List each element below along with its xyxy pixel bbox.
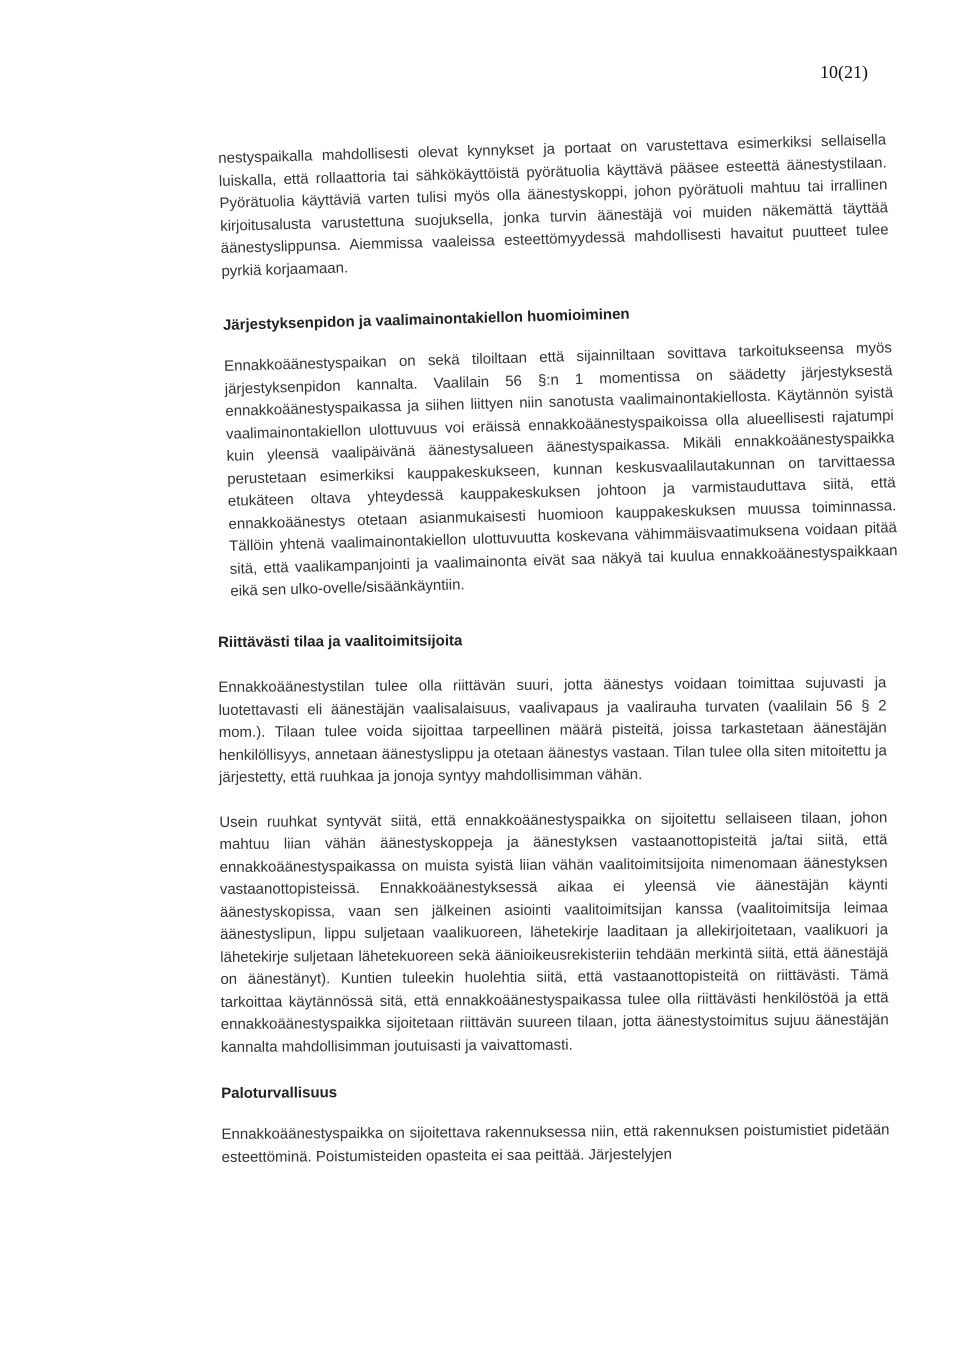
paragraph-order-and-campaign-ban: Ennakkoäänestyspaikan on sekä tiloiltaan että sijainniltaan sovittava tarkoitukseensa myös järjestyksenpidon kannalta. Vaalilain 56 §:n 1 momentissa on säädetty järjestyksestä ennakkoäänestyspaikassa ja siihen liittyen niin sanotusta vaalimainontakiellosta. Käytännön syistä vaalimainontakiellon ulottuvuus voi eräissä ennakkoäänestyspaikoissa olla alueellisesti rajatumpi kuin yleensä vaalipäivänä äänestysalueen äänestyspaikassa. Mikäli ennakkoäänestyspaikka perustetaan esimerkiksi kauppakeskukseen, kunnan keskusvaalilautakunnan on tarvittaessa etukäteen oltava yhteydessä kauppakeskuksen johtoon ja varmistauduttava siitä, että ennakkoäänestys otetaan asianmukaisesti huomioon kauppakeskuksen muussa toiminnassa. Tällöin yhtenä vaalimainontakiellon ulottuvuutta koskevana vähimmäisvaatimuksena voidaan pitää sitä, että vaalikampanjointi ja vaalimainonta eivät saa näkyä tai kuulua ennakkoäänestyspaikkaan eikä sen ulko-ovelle/sisäänkäyntiin. [223, 339, 898, 600]
heading-space-and-officials: Riittävästi tilaa ja vaalitoimitsijoita [218, 631, 463, 651]
upper-block [218, 129, 898, 603]
heading-order-and-campaign-ban: Järjestyksenpidon ja vaalimainontakiellon huomioiminen [222, 305, 630, 334]
paragraph-space-requirements: Ennakkoäänestystilan tulee olla riittävän suuri, jotta äänestys voidaan toimittaa sujuvasti ja luotettavasti eli äänestäjän vaalisalaisuus, vaalivapaus ja vaalirauha turvaten (vaalilain 56 § 2 mom.). Tilaan tulee voida sijoittaa tarpeellinen määrä pisteitä, joissa tarkastetaan äänestäjän henkilöllisyys, annetaan äänestyslippu ja otetaan äänestys vastaan. Tilan tulee olla siten mitoitettu ja järjestetty, että ruuhkaa ja jonoja syntyy mahdollisimman vähän. [218, 673, 887, 786]
document-body [218, 131, 898, 1169]
paragraph-queues: Usein ruuhkat syntyvät siitä, että ennakkoäänestyspaikka on sijoitettu sellaiseen tilaan, johon mahtuu liian vähän äänestyskoppeja ja äänestyksen vastaanottopisteitä ja/tai siitä, että ennakkoäänestyspaikassa on muista syistä liian vähän vaalitoimitsijoita nimenomaan äänestyksen vastaanottopisteissä. Ennakkoäänestyksessä aikaa ei yleensä vie äänestäjän käynti äänestyskopissa, vaan sen jälkeinen asiointi vaalitoimitsijan kanssa (vaalitoimitsija leimaa äänestyslipun, lippu suljetaan vaalikuoreen, lähetekirje laaditaan ja allekirjoitetaan, vaalikuori ja lähetekirje suljetaan lähetekuoreen sekä äänioikeusrekisteriin tehdään merkintä siitä, että äänestäjä on äänestänyt). Kuntien tuleekin huolehtia siitä, että vastaanottopisteitä on riittävästi. Tämä tarkoittaa käytännössä sitä, että ennakkoäänestyspaikassa tulee olla riittävästi henkilöstöä ja että ennakkoäänestyspaikka sijoitetaan riittävän suureen tilaan, jotta äänestystoimitus sujuu äänestäjän kannalta mahdollisimman joutuisasti ja vaivattomasti. [219, 808, 889, 1055]
page-number: 10(21) [820, 62, 868, 82]
paragraph-accessibility: nestyspaikalla mahdollisesti olevat kynnykset ja portaat on varustettava esimerkiksi sellaisella luiskalla, että rollaattoria tai sähkökäyttöistä pyörätuolia käyttävä pääsee esteettä äänestystilaan. Pyörätuolia käyttäviä varten tulisi myös olla äänestyskoppi, johon pyörätuoli mahtuu tai irrallinen kirjoitusalusta varustettuna suojuksella, jonka turvin äänestäjä voi muiden näkemättä täyttää äänestyslippunsa. Aiemmissa vaaleissa esteettömyydessä mahdollisesti havaitut puutteet tulee pyrkiä korjaamaan. [218, 131, 889, 280]
heading-fire-safety: Paloturvallisuus [221, 1083, 338, 1102]
lower-block [218, 629, 890, 1169]
paragraph-fire-safety: Ennakkoäänestyspaikka on sijoitettava rakennuksessa niin, että rakennuksen poistumistiet pidetään esteettöminä. Poistumisteiden opasteita ei saa peittää. Järjestelyjen [221, 1120, 890, 1165]
